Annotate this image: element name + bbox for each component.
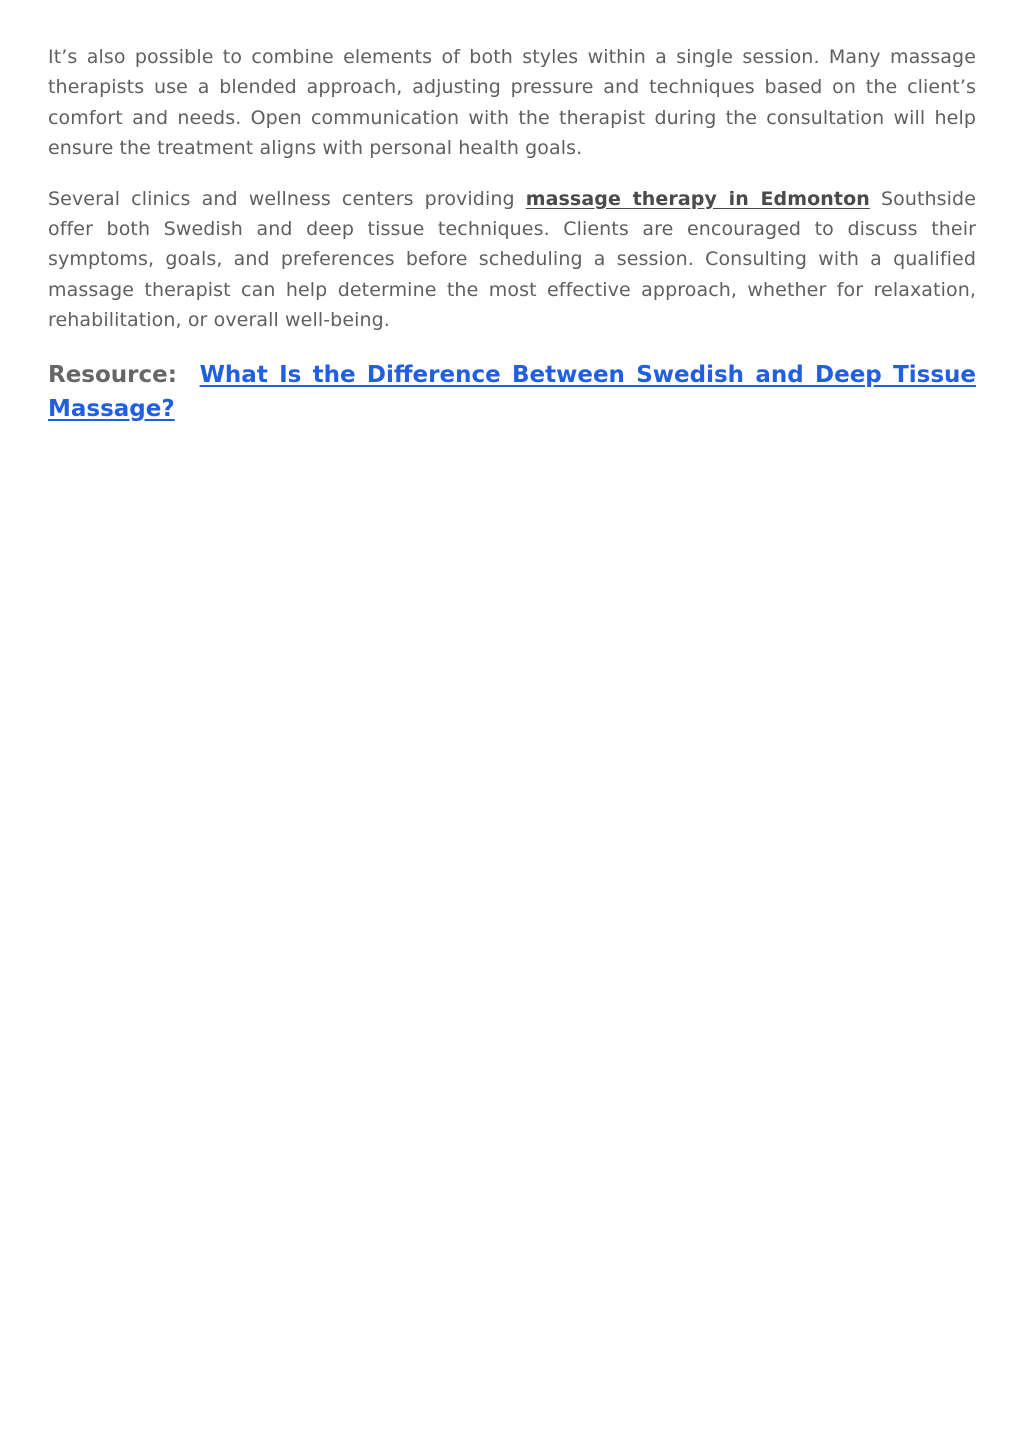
document-page (48, 42, 976, 426)
resource-link[interactable]: What Is the Difference Between Swedish and Deep Tissue Massage? (48, 361, 976, 422)
paragraph-clinics-text-end: Southside offer both Swedish and deep tissue techniques. Clients are encouraged to discuss their symptoms, goals, and preferences before scheduling a session. Consulting with a qualified massage therapist can help determine the most effective approach, whether for relaxation, rehabilitation, or overall well-being. (48, 187, 976, 332)
paragraph-clinics (48, 184, 976, 336)
paragraph-clinics-text-start: Several clinics and wellness centers providing (48, 187, 526, 210)
resource-label: Resource: (48, 361, 177, 388)
resource-line (48, 358, 976, 426)
massage-therapy-edmonton-link[interactable]: massage therapy in Edmonton (525, 187, 870, 210)
paragraph-combined-styles: It’s also possible to combine elements of both styles within a single session. Many massage therapists use a blended approach, adjusting pressure and techniques based on the client’s comfort and needs. Open communication with the therapist during the consultation will help ensure the treatment aligns with personal health goals. (48, 46, 976, 160)
